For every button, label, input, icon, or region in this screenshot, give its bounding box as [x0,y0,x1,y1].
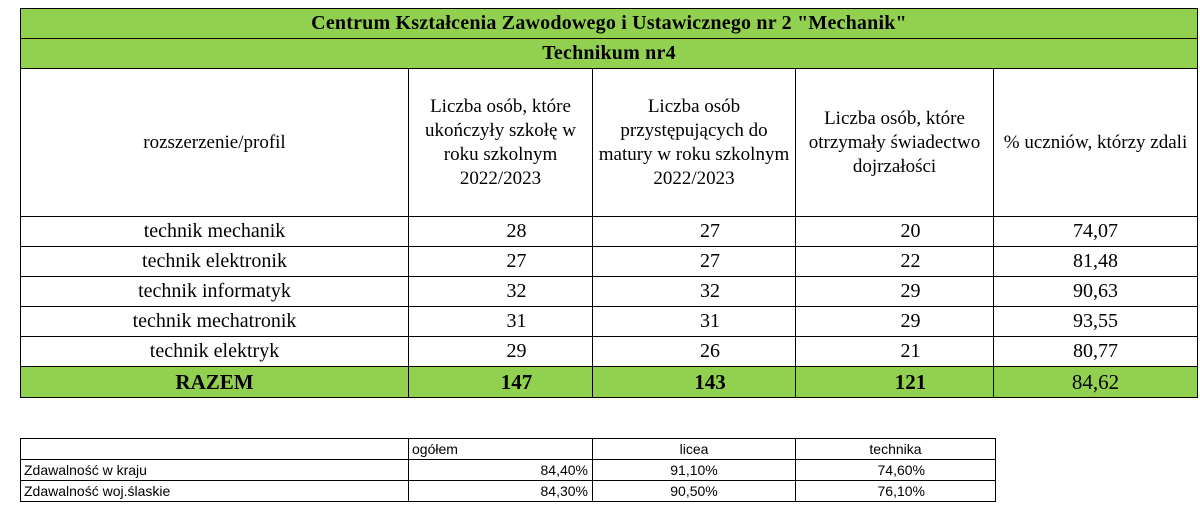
stats-overall-cell: 84,30% [409,481,593,502]
profile-cell: technik elektronik [21,247,409,277]
profile-cell: technik mechanik [21,217,409,247]
exam-takers-cell: 31 [593,307,796,337]
completed-cell: 31 [409,307,593,337]
total-pass-rate: 84,62 [994,367,1198,398]
stats-row-label: Zdawalność woj.ślaskie [21,481,409,502]
stats-row-label: Zdawalność w kraju [21,460,409,481]
profile-cell: technik mechatronik [21,307,409,337]
stats-overall-cell: 84,40% [409,460,593,481]
total-row [21,367,1198,398]
pass-rate-cell: 90,63 [994,277,1198,307]
pass-rate-cell: 81,48 [994,247,1198,277]
stats-lyceums-cell: 90,50% [593,481,796,502]
table-row [21,460,996,481]
total-completed: 147 [409,367,593,398]
certificates-cell: 22 [796,247,994,277]
school-subtitle: Technikum nr4 [21,39,1198,69]
exam-takers-cell: 27 [593,217,796,247]
pass-rate-cell: 74,07 [994,217,1198,247]
column-header-pass-rate: % uczniów, którzy zdali [994,69,1198,217]
completed-cell: 28 [409,217,593,247]
total-label: RAZEM [21,367,409,398]
table-row [21,337,1198,367]
table-row [21,247,1198,277]
completed-cell: 29 [409,337,593,367]
certificates-cell: 29 [796,277,994,307]
total-certificates: 121 [796,367,994,398]
column-header-certificates: Liczba osób, które otrzymały świadectwo dojrzałości [796,69,994,217]
exam-takers-cell: 27 [593,247,796,277]
profile-cell: technik elektryk [21,337,409,367]
stats-technical-cell: 76,10% [796,481,996,502]
stats-header-empty [21,439,409,460]
certificates-cell: 20 [796,217,994,247]
column-header-completed: Liczba osób, które ukończyły szkołę w roku szkolnym 2022/2023 [409,69,593,217]
stats-lyceums-cell: 91,10% [593,460,796,481]
column-header-profile: rozszerzenie/profil [21,69,409,217]
stats-header-overall: ogółem [409,439,593,460]
national-stats-table [20,438,996,502]
profile-cell: technik informatyk [21,277,409,307]
table-row [21,277,1198,307]
stats-header-row [21,439,996,460]
completed-cell: 27 [409,247,593,277]
stats-header-technical: technika [796,439,996,460]
exam-takers-cell: 32 [593,277,796,307]
certificates-cell: 29 [796,307,994,337]
table-row [21,217,1198,247]
stats-header-lyceums: licea [593,439,796,460]
table-row [21,481,996,502]
pass-rate-cell: 93,55 [994,307,1198,337]
column-header-exam-takers: Liczba osób przystępujących do matury w roku szkolnym 2022/2023 [593,69,796,217]
exam-takers-cell: 26 [593,337,796,367]
completed-cell: 32 [409,277,593,307]
table-row [21,307,1198,337]
school-title: Centrum Kształcenia Zawodowego i Ustawicznego nr 2 "Mechanik" [21,9,1198,39]
stats-technical-cell: 74,60% [796,460,996,481]
total-exam-takers: 143 [593,367,796,398]
pass-rate-cell: 80,77 [994,337,1198,367]
results-table [20,8,1198,398]
certificates-cell: 21 [796,337,994,367]
